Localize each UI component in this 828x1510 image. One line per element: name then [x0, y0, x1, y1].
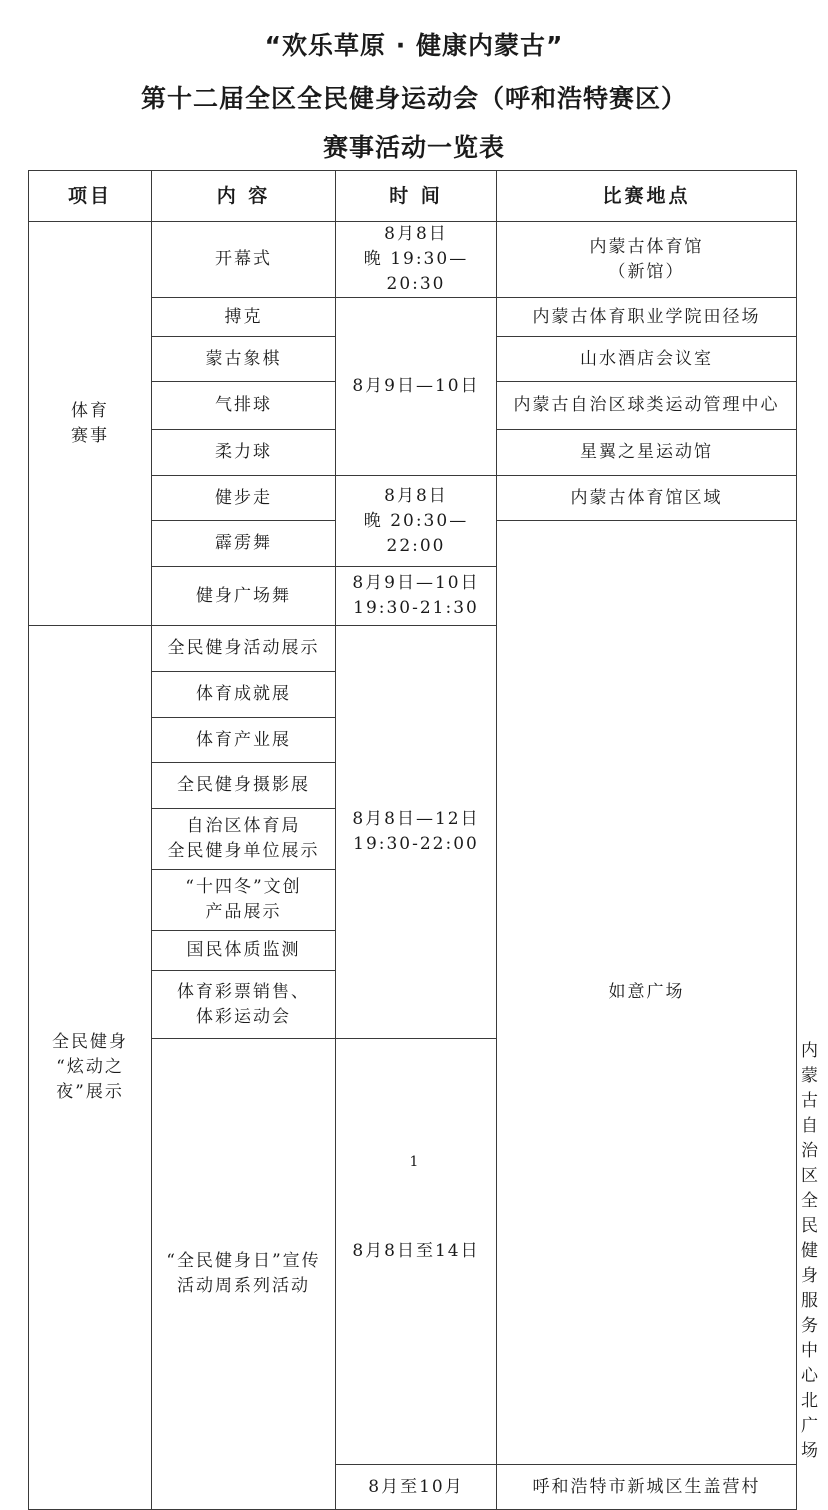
- header-category: 项目: [29, 171, 152, 222]
- header-row: [29, 171, 797, 222]
- venue-cell: 山水酒店会议室: [497, 337, 797, 382]
- time-cell: 8月8日 晚 20:30—22:00: [336, 476, 497, 567]
- content-cell: 蒙古象棋: [152, 337, 336, 382]
- content-cell: 健步走: [152, 476, 336, 521]
- group-night-show: 全民健身 “炫动之 夜”展示: [29, 626, 152, 1510]
- venue-cell: 内蒙古自治区球类运动管理中心: [497, 382, 797, 430]
- header-content: 内 容: [152, 171, 336, 222]
- content-cell: 全民健身摄影展: [152, 763, 336, 809]
- content-cell: 柔力球: [152, 430, 336, 476]
- page-number: 1: [409, 1154, 419, 1170]
- venue-cell: 内蒙古体育馆区域: [497, 476, 797, 521]
- header-venue: 比赛地点: [497, 171, 797, 222]
- venue-cell: 如意广场: [497, 521, 797, 1465]
- table-row: “全民健身日”宣传 活动周系列活动 8月8日至14日 内蒙古自治区全民健身服务 中心北广场: [29, 1039, 797, 1465]
- content-cell: 体育产业展: [152, 718, 336, 763]
- time-cell: 8月9日—10日 19:30-21:30: [336, 567, 497, 626]
- content-cell: 霹雳舞: [152, 521, 336, 567]
- content-cell: 国民体质监测: [152, 931, 336, 971]
- table-row: [29, 222, 797, 298]
- header-time: 时 间: [336, 171, 497, 222]
- content-cell: 体育彩票销售、 体彩运动会: [152, 971, 336, 1039]
- time-cell: 8月8日至14日: [336, 1039, 497, 1465]
- title-line-2: 第十二届全区全民健身运动会（呼和浩特赛区）: [140, 84, 687, 113]
- title-line-1: “欢乐草原 · 健康内蒙古”: [264, 31, 564, 60]
- content-cell: 健身广场舞: [152, 567, 336, 626]
- venue-cell: 内蒙古体育职业学院田径场: [497, 298, 797, 337]
- content-cell: 体育成就展: [152, 672, 336, 718]
- venue-cell: 呼和浩特市新城区生盖营村: [497, 1465, 797, 1510]
- title-line-3: 赛事活动一览表: [322, 133, 505, 162]
- time-cell: 8月9日—10日: [336, 298, 497, 476]
- time-cell: 8月至10月: [336, 1465, 497, 1510]
- time-cell: 8月8日—12日 19:30-22:00: [336, 626, 497, 1039]
- group-sports-events: 体育 赛事: [29, 222, 152, 626]
- content-cell: 全民健身活动展示: [152, 626, 336, 672]
- content-cell: 气排球: [152, 382, 336, 430]
- venue-cell: 内蒙古体育馆 （新馆）: [497, 222, 797, 298]
- schedule-table: [28, 170, 820, 1510]
- content-cell: 搏克: [152, 298, 336, 337]
- venue-cell: 星翼之星运动馆: [497, 430, 797, 476]
- time-cell: 8月8日 晚 19:30—20:30: [336, 222, 497, 298]
- content-cell: “十四冬”文创 产品展示: [152, 870, 336, 931]
- content-cell: 自治区体育局 全民健身单位展示: [152, 809, 336, 870]
- content-cell: “全民健身日”宣传 活动周系列活动: [152, 1039, 336, 1510]
- content-cell: 开幕式: [152, 222, 336, 298]
